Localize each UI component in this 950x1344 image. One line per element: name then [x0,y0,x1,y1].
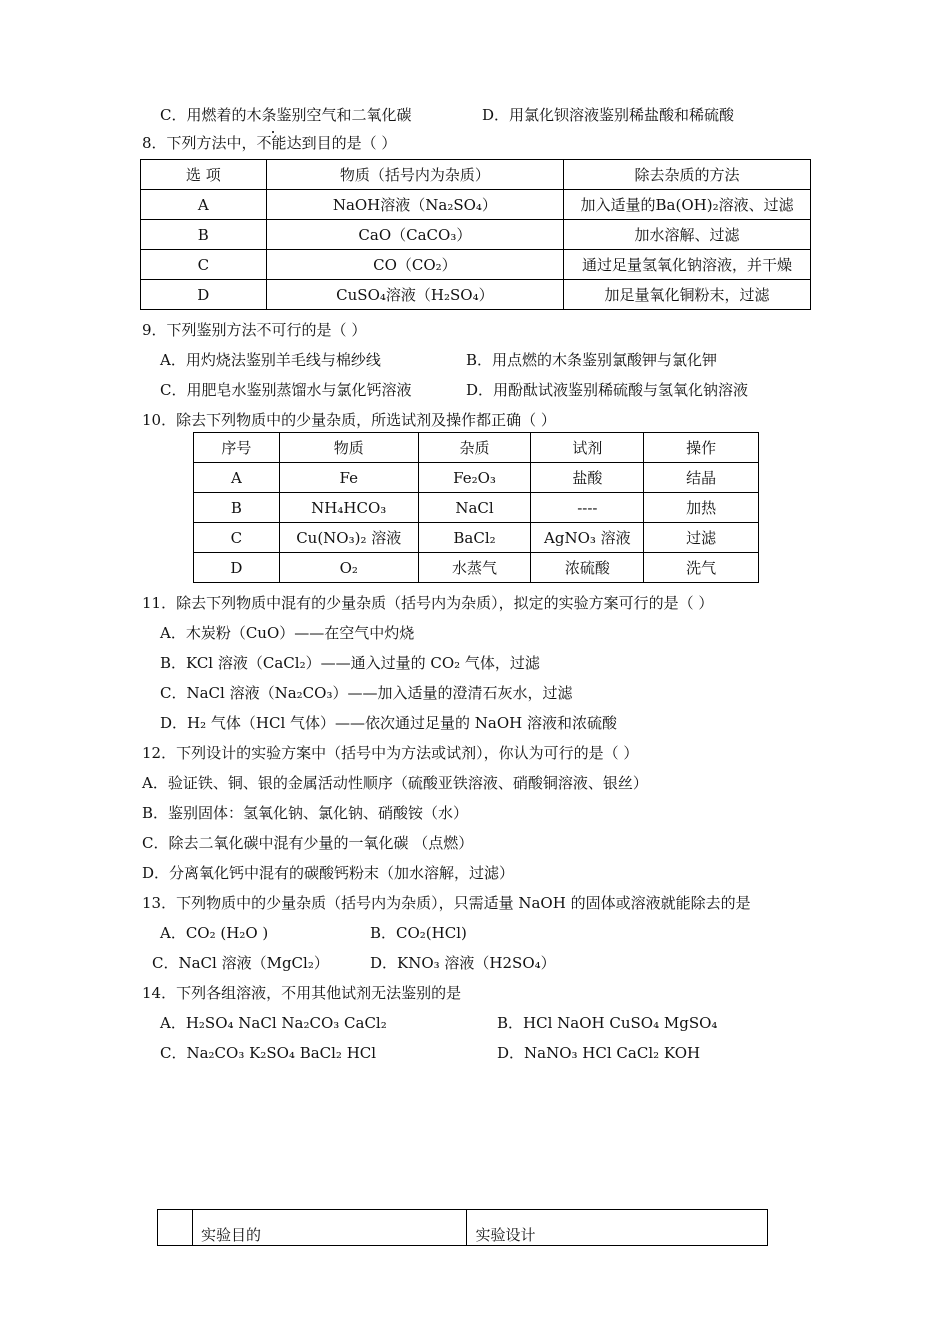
table-cell: 加水溶解、过滤 [564,220,811,250]
table-cell: C [194,523,280,553]
q7-option-d: D．用氯化钡溶液鉴别稀盐酸和稀硫酸 [482,106,735,124]
q8-table [140,159,811,310]
table-cell: 通过足量氢氧化钠溶液，并干燥 [564,250,811,280]
table-cell: O₂ [279,553,418,583]
table-row [141,280,811,310]
table-cell: 结晶 [644,463,759,493]
table-cell: AgNO₃ 溶液 [531,523,644,553]
header-cell: 试剂 [531,433,644,463]
q12-option-c: C．除去二氧化碳中混有少量的一氧化碳 （点燃） [142,834,474,852]
header-cell: 除去杂质的方法 [564,160,811,190]
table-cell: 加足量氧化铜粉末，过滤 [564,280,811,310]
q8-stem-pre: 8．下列方法中， [142,134,257,152]
header-cell: 实验目的 [192,1210,467,1246]
q11-stem: 11．除去下列物质中混有的少量杂质（括号内为杂质），拟定的实验方案可行的是（ ） [142,594,714,612]
experiment-table [157,1209,768,1246]
table-row [194,493,759,523]
header-cell: 实验设计 [467,1210,768,1246]
q13-option-b: B．CO₂(HCl) [370,924,467,942]
table-cell: D [194,553,280,583]
q13-stem: 13．下列物质中的少量杂质（括号内为杂质），只需适量 NaOH 的固体或溶液就能除去的是 [142,894,751,912]
table-row [194,523,759,553]
q8-stem-emphasis: 不能 [256,134,287,152]
q9-option-c: C．用肥皂水鉴别蒸馏水与氯化钙溶液 [160,381,412,399]
table-cell: NH₄HCO₃ [279,493,418,523]
table-cell: 加入适量的Ba(OH)₂溶液、过滤 [564,190,811,220]
q13-option-a: A．CO₂ (H₂O ) [160,924,269,942]
table-header-row [141,160,811,190]
table-cell: ---- [531,493,644,523]
table-row [194,463,759,493]
q10-table [193,432,759,583]
table-cell: A [194,463,280,493]
q9-option-d: D．用酚酞试液鉴别稀硫酸与氢氧化钠溶液 [466,381,749,399]
table-cell: D [141,280,267,310]
table-cell: B [141,220,267,250]
q14-option-b: B．HCl NaOH CuSO₄ MgSO₄ [497,1014,718,1032]
q11-option-a: A．木炭粉（CuO）——在空气中灼烧 [160,624,415,642]
table-cell: Fe [279,463,418,493]
header-cell [158,1210,193,1246]
q9-option-a: A．用灼烧法鉴别羊毛线与棉纱线 [160,351,381,369]
table-cell: Fe₂O₃ [418,463,531,493]
q11-option-c: C．NaCl 溶液（Na₂CO₃）——加入适量的澄清石灰水，过滤 [160,684,573,702]
table-cell: CaO（CaCO₃） [266,220,563,250]
table-cell: 盐酸 [531,463,644,493]
table-row [141,250,811,280]
q9-stem: 9．下列鉴别方法不可行的是（ ） [142,321,367,339]
q14-option-a: A．H₂SO₄ NaCl Na₂CO₃ CaCl₂ [160,1014,387,1032]
table-cell: A [141,190,267,220]
header-cell: 选 项 [141,160,267,190]
table-cell: 洗气 [644,553,759,583]
q12-stem: 12．下列设计的实验方案中（括号中为方法或试剂），你认为可行的是（ ） [142,744,639,762]
header-cell: 物质（括号内为杂质） [266,160,563,190]
q13-option-d: D．KNO₃ 溶液（H2SO₄） [370,954,556,972]
q8-stem [142,133,396,153]
q10-stem: 10．除去下列物质中的少量杂质，所选试剂及操作都正确（ ） [142,411,556,429]
table-cell: NaCl [418,493,531,523]
table-cell: B [194,493,280,523]
table-cell: 浓硫酸 [531,553,644,583]
table-cell: C [141,250,267,280]
table-cell: 水蒸气 [418,553,531,583]
table-cell: BaCl₂ [418,523,531,553]
table-cell: Cu(NO₃)₂ 溶液 [279,523,418,553]
table-row [141,220,811,250]
q14-option-d: D．NaNO₃ HCl CaCl₂ KOH [497,1044,701,1062]
q7-option-c: C．用燃着的木条鉴别空气和二氧化碳 [160,106,412,124]
q12-option-d: D．分离氧化钙中混有的碳酸钙粉末（加水溶解，过滤） [142,864,515,882]
table-row [141,190,811,220]
table-header-row [158,1210,768,1246]
table-cell: NaOH溶液（Na₂SO₄） [266,190,563,220]
table-cell: CO（CO₂） [266,250,563,280]
q11-option-b: B．KCl 溶液（CaCl₂）——通入过量的 CO₂ 气体，过滤 [160,654,540,672]
table-cell: 过滤 [644,523,759,553]
header-cell: 物质 [279,433,418,463]
header-cell: 序号 [194,433,280,463]
q14-option-c: C．Na₂CO₃ K₂SO₄ BaCl₂ HCl [160,1044,377,1062]
q9-option-b: B．用点燃的木条鉴别氯酸钾与氯化钾 [466,351,718,369]
header-cell: 杂质 [418,433,531,463]
q11-option-d: D．H₂ 气体（HCl 气体）——依次通过足量的 NaOH 溶液和浓硫酸 [160,714,617,732]
table-row [194,553,759,583]
q12-option-b: B．鉴别固体：氢氧化钠、氯化钠、硝酸铵（水） [142,804,469,822]
q8-stem-post: 达到目的是（ ） [286,134,397,152]
q13-option-c: C．NaCl 溶液（MgCl₂） [152,954,329,972]
q12-option-a: A．验证铁、铜、银的金属活动性顺序（硫酸亚铁溶液、硝酸铜溶液、银丝） [142,774,648,792]
table-cell: CuSO₄溶液（H₂SO₄） [266,280,563,310]
table-cell: 加热 [644,493,759,523]
header-cell: 操作 [644,433,759,463]
q14-stem: 14．下列各组溶液，不用其他试剂无法鉴别的是 [142,984,462,1002]
table-header-row [194,433,759,463]
